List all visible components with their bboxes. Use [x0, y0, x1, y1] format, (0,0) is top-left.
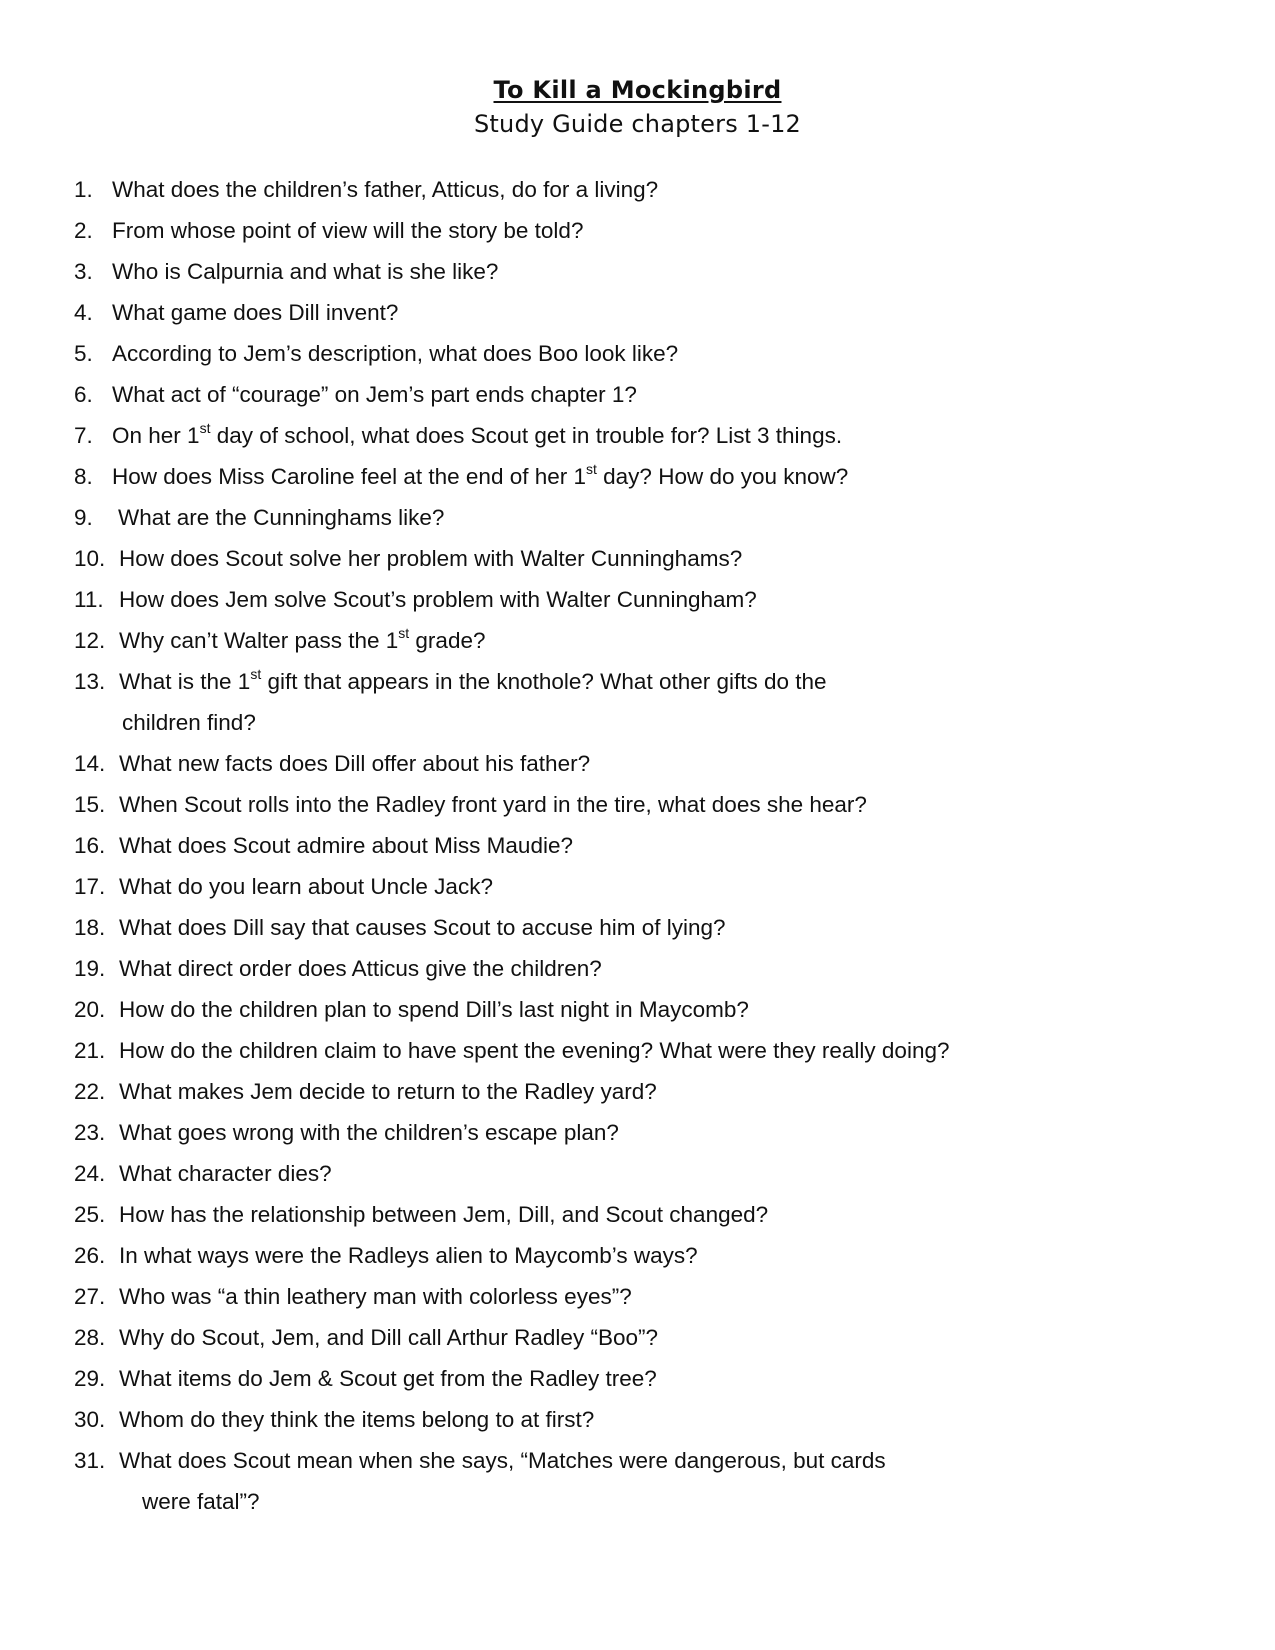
question-text: What are the Cunninghams like? [118, 505, 445, 530]
question-9 [74, 504, 1224, 545]
question-12 [74, 624, 1224, 668]
question-text: Who was “a thin leathery man with colorless eyes”? [119, 1284, 632, 1309]
question-13 [74, 665, 1224, 750]
question-text: What does Scout mean when she says, “Matches were dangerous, but cards [119, 1448, 886, 1473]
question-text: What goes wrong with the children’s escape plan? [119, 1120, 619, 1145]
question-number: 13. [74, 669, 106, 694]
question-23 [74, 1119, 1224, 1160]
question-text-end: day of school, what does Scout get in trouble for? List 3 things. [210, 423, 843, 448]
question-30 [74, 1406, 1224, 1447]
question-text-start: How does Miss Caroline feel at the end of her 1 [112, 464, 587, 489]
question-27 [74, 1283, 1224, 1324]
question-number: 25. [74, 1202, 106, 1227]
question-number: 24. [74, 1161, 106, 1186]
question-number: 6. [74, 382, 93, 407]
question-18 [74, 914, 1224, 955]
question-number: 1. [74, 177, 93, 202]
question-text: What items do Jem & Scout get from the Radley tree? [119, 1366, 657, 1391]
question-number: 16. [74, 833, 106, 858]
question-list [74, 176, 1224, 1529]
question-number: 28. [74, 1325, 106, 1350]
question-5 [74, 340, 1224, 381]
question-text: How does Jem solve Scout’s problem with Walter Cunningham? [119, 587, 757, 612]
question-text: What does Dill say that causes Scout to accuse him of lying? [119, 915, 726, 940]
question-10 [74, 545, 1224, 586]
question-text-start: On her 1 [112, 423, 200, 448]
question-text [119, 624, 486, 655]
question-text: When Scout rolls into the Radley front yard in the tire, what does she hear? [119, 792, 867, 817]
question-number: 11. [74, 587, 104, 612]
question-text: According to Jem’s description, what does Boo look like? [112, 341, 679, 366]
question-6 [74, 381, 1224, 422]
question-text: How do the children claim to have spent the evening? What were they really doing? [119, 1038, 950, 1063]
question-text: What act of “courage” on Jem’s part ends chapter 1? [112, 382, 637, 407]
question-number: 7. [74, 423, 93, 448]
question-text-start: What is the 1 [119, 669, 251, 694]
question-number: 23. [74, 1120, 106, 1145]
question-21 [74, 1037, 1224, 1078]
question-19 [74, 955, 1224, 996]
question-number: 2. [74, 218, 93, 243]
document-subtitle: Study Guide chapters 1-12 [473, 110, 802, 138]
question-text: What does the children’s father, Atticus, do for a living? [112, 177, 659, 202]
question-text: How has the relationship between Jem, Dill, and Scout changed? [119, 1202, 769, 1227]
question-continuation: were fatal”? [142, 1489, 260, 1514]
question-number: 29. [74, 1366, 106, 1391]
question-text [112, 460, 849, 491]
question-15 [74, 791, 1224, 832]
question-31 [74, 1447, 1224, 1529]
question-25 [74, 1201, 1224, 1242]
question-number: 10. [74, 546, 106, 571]
question-text: From whose point of view will the story be told? [112, 218, 584, 243]
question-continuation: children find? [122, 710, 256, 735]
question-number: 14. [74, 751, 106, 776]
question-text-end: gift that appears in the knothole? What other gifts do the [261, 669, 827, 694]
question-28 [74, 1324, 1224, 1365]
question-26 [74, 1242, 1224, 1283]
question-text-end: day? How do you know? [596, 464, 849, 489]
question-8 [74, 460, 1224, 504]
question-16 [74, 832, 1224, 873]
question-text: Whom do they think the items belong to at first? [119, 1407, 595, 1432]
ordinal-suffix: st [250, 665, 262, 682]
question-number: 18. [74, 915, 106, 940]
question-text: What makes Jem decide to return to the Radley yard? [119, 1079, 657, 1104]
question-7 [74, 419, 1224, 463]
question-number: 20. [74, 997, 106, 1022]
question-number: 27. [74, 1284, 106, 1309]
question-number: 17. [74, 874, 106, 899]
question-number: 3. [74, 259, 93, 284]
question-number: 19. [74, 956, 106, 981]
question-4 [74, 299, 1224, 340]
question-number: 30. [74, 1407, 106, 1432]
question-2 [74, 217, 1224, 258]
question-text: Why do Scout, Jem, and Dill call Arthur Radley “Boo”? [119, 1325, 658, 1350]
question-text: What game does Dill invent? [112, 300, 399, 325]
question-text: How do the children plan to spend Dill’s last night in Maycomb? [119, 997, 749, 1022]
question-text: What new facts does Dill offer about his father? [119, 751, 591, 776]
question-number: 9. [74, 505, 93, 530]
question-text: In what ways were the Radleys alien to Maycomb’s ways? [119, 1243, 698, 1268]
question-number: 31. [74, 1448, 106, 1473]
question-text: How does Scout solve her problem with Walter Cunninghams? [119, 546, 743, 571]
question-number: 12. [74, 628, 106, 653]
question-number: 15. [74, 792, 106, 817]
question-text: Who is Calpurnia and what is she like? [112, 259, 499, 284]
question-number: 4. [74, 300, 93, 325]
question-20 [74, 996, 1224, 1037]
question-number: 22. [74, 1079, 106, 1104]
question-text-start: Why can’t Walter pass the 1 [119, 628, 399, 653]
question-17 [74, 873, 1224, 914]
question-14 [74, 750, 1224, 791]
question-text: What direct order does Atticus give the children? [119, 956, 602, 981]
question-text [112, 419, 843, 450]
ordinal-suffix: st [398, 624, 410, 641]
question-3 [74, 258, 1224, 299]
question-number: 8. [74, 464, 93, 489]
question-text [119, 665, 827, 696]
question-29 [74, 1365, 1224, 1406]
question-number: 21. [74, 1038, 106, 1063]
question-number: 26. [74, 1243, 106, 1268]
ordinal-suffix: st [199, 419, 211, 436]
question-22 [74, 1078, 1224, 1119]
question-text: What do you learn about Uncle Jack? [119, 874, 493, 899]
question-text: What does Scout admire about Miss Maudie? [119, 833, 573, 858]
ordinal-suffix: st [586, 460, 597, 477]
question-11 [74, 586, 1224, 627]
question-1 [74, 176, 1224, 217]
document-title: To Kill a Mockingbird [493, 76, 782, 104]
question-24 [74, 1160, 1224, 1201]
question-text: What character dies? [119, 1161, 332, 1186]
question-number: 5. [74, 341, 93, 366]
question-text-end: grade? [409, 628, 486, 653]
